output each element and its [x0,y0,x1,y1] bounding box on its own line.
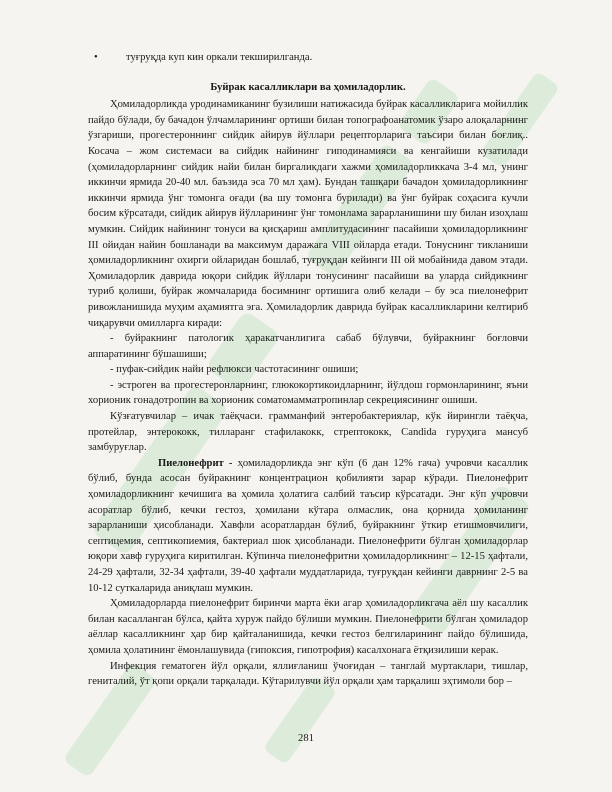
paragraph-recurrence: Ҳомиладорларда пиелонефрит биринчи марта ёки агар ҳомиладорликгача аёл шу касаллик билан касалланган бўлса, қайта хуруж пайдо бўлиши мумкин. Пиелонефрити бўлган ҳомиладор аёллар касалликнинг ҳар бир қайталанишида, кечки гестоз белгиларининг пайдо бўлишида, ҳомила ҳолатининг ёмонлашувида (гипоксия, гипотрофия) касалхонага ётқизилиши керак. [88,598,528,656]
list-item: - буйракнинг патологик ҳаракатчанлигига сабаб бўлувчи, буйракнинг боғловчи аппаратининг бўшашиши; [88,333,528,360]
section-title: Буйрак касалликлари ва ҳомиладорлик. [210,81,406,93]
list-item: - пуфак-сийдик найи рефлюкси частотасининг ошиши; [110,364,359,376]
page-text [88,50,528,690]
paragraph-infection: Инфекция гематоген йўл орқали, яллиғланиш ўчоғидан – танглай муртаклари, тишлар, гениталий, ўт қопи орқали тарқалади. Кўтарилувчи йўл орқали ҳам тарқалиш эҳтимоли бор – [88,660,528,688]
page-number: 281 [298,733,314,744]
bullet-item [94,50,528,66]
paragraph-pyelonephritis [88,456,528,596]
paragraph-intro: Ҳомиладорликда уродинамиканинг бузилиши натижасида буйрак касалликларига мойиллик пайдо бўлади, бу бачадон ўлчамларининг ортиши билан топографоанатомик ўзаро алоқаларнинг ўзгариши, прогестероннинг сийдик айирув йўллари рецепторларига таъсири билан боғлиқ.. Косача – жом системаси ва сийдик найининг гиподинамияси ва кенгайиши кузатилади (ҳомиладорларнинг сийдик найи билан биргаликдаги хажми ҳомиладорликкача 3-4 мл, унинг иккинчи ярмида 20-40 мл. баъзида эса 70 мл ҳам). Бундан ташқари бачадон ҳомиладорликнинг иккинчи ярмида ўнг томонга оғади (ва шу томонга бурилади) ва ўнг буйрак соҳасига кучли босим кўрсатади, сийдик айирув йўлларининг ўнг томонлама зарарланишини шу билан изоҳлаш мумкин. Сийдик найининг тонуси ва қисқариш амплитудасининг пасайиши ҳомиладорликнинг III ойидан найин бошланади ва максимум даражага VIII ойларда етади. Тонуснинг тикланиши ҳомиладорликнинг охирги ойларидан бошлаб, туғруқдан кейинги III ой мобайнида давом этади. Ҳомиладорлик даврида юқори сийдик йўллари тонусининг пасайиши ва уларда сийдикнинг туриб қолиши, буйрак жомчаларида босимнинг ортишига олиб келади – бу эса пиелонефрит ривожланишида муҳим аҳамиятга эга. Ҳомиладорлик даврида буйрак касалликларини келтириб чиқарувчи омилларга киради: [88,99,528,329]
paragraph-pathogens: Кўзғатувчилар – ичак таёқчаси. грамманфий энтеробактериялар, кўк йирингли таёқча, протейлар, энтерококк, тилларанг стафилакокк, стрептококк, Candida гуруҳига мансуб замбуруғлар. [88,411,528,454]
pyelonephritis-text: ҳомиладорликда энг кўп (6 дан 12% гача) учровчи касаллик бўлиб, бунда асосан буйракнинг концентрацион қобилияти зарар кўради. Пиелонефрит ҳомиладорликнинг кечишига ва ҳомила ҳолатига салбий таъсир кўрсатади. Энг кўп учровчи асоратлар бўлиб, кечки гестоз, ҳомилани кўтара олмаслик, она қорнида ҳомиланинг зарарланиши ҳисобланади. Хавфли асоратлардан бўлиб, буйракнинг ўткир етишмовчилиги, септицемия, септикопиемия, бактериал шок ҳисобланади. Пиелонефрити бўлган ҳомиладорлар юқори хавф гуруҳига киритилган. Кўпинча пиелонефритни ҳомиладорликнинг – 12-15 ҳафтали, 24-29 ҳафтали, 32-34 ҳафтали, 39-40 ҳафтали муддатларида, туғруқдан кейинги даврнинг 2-5 ва 10-12 суткаларида аниқлаш мумкин. [88,457,528,594]
bullet-marker: • [94,52,98,63]
list-item: - эстроген ва прогестеронларнинг, глюкокортикоидларнинг, йўлдош гормонларининг, яъни хорионик гонадотропин ва хорионик соматомамматропинлар секрециясининг ошиши. [88,379,528,407]
bullet-text: туғруқда куп кин оркали текширилганда. [126,52,313,63]
term-pyelonephritis: Пиелонефрит - [158,457,233,469]
